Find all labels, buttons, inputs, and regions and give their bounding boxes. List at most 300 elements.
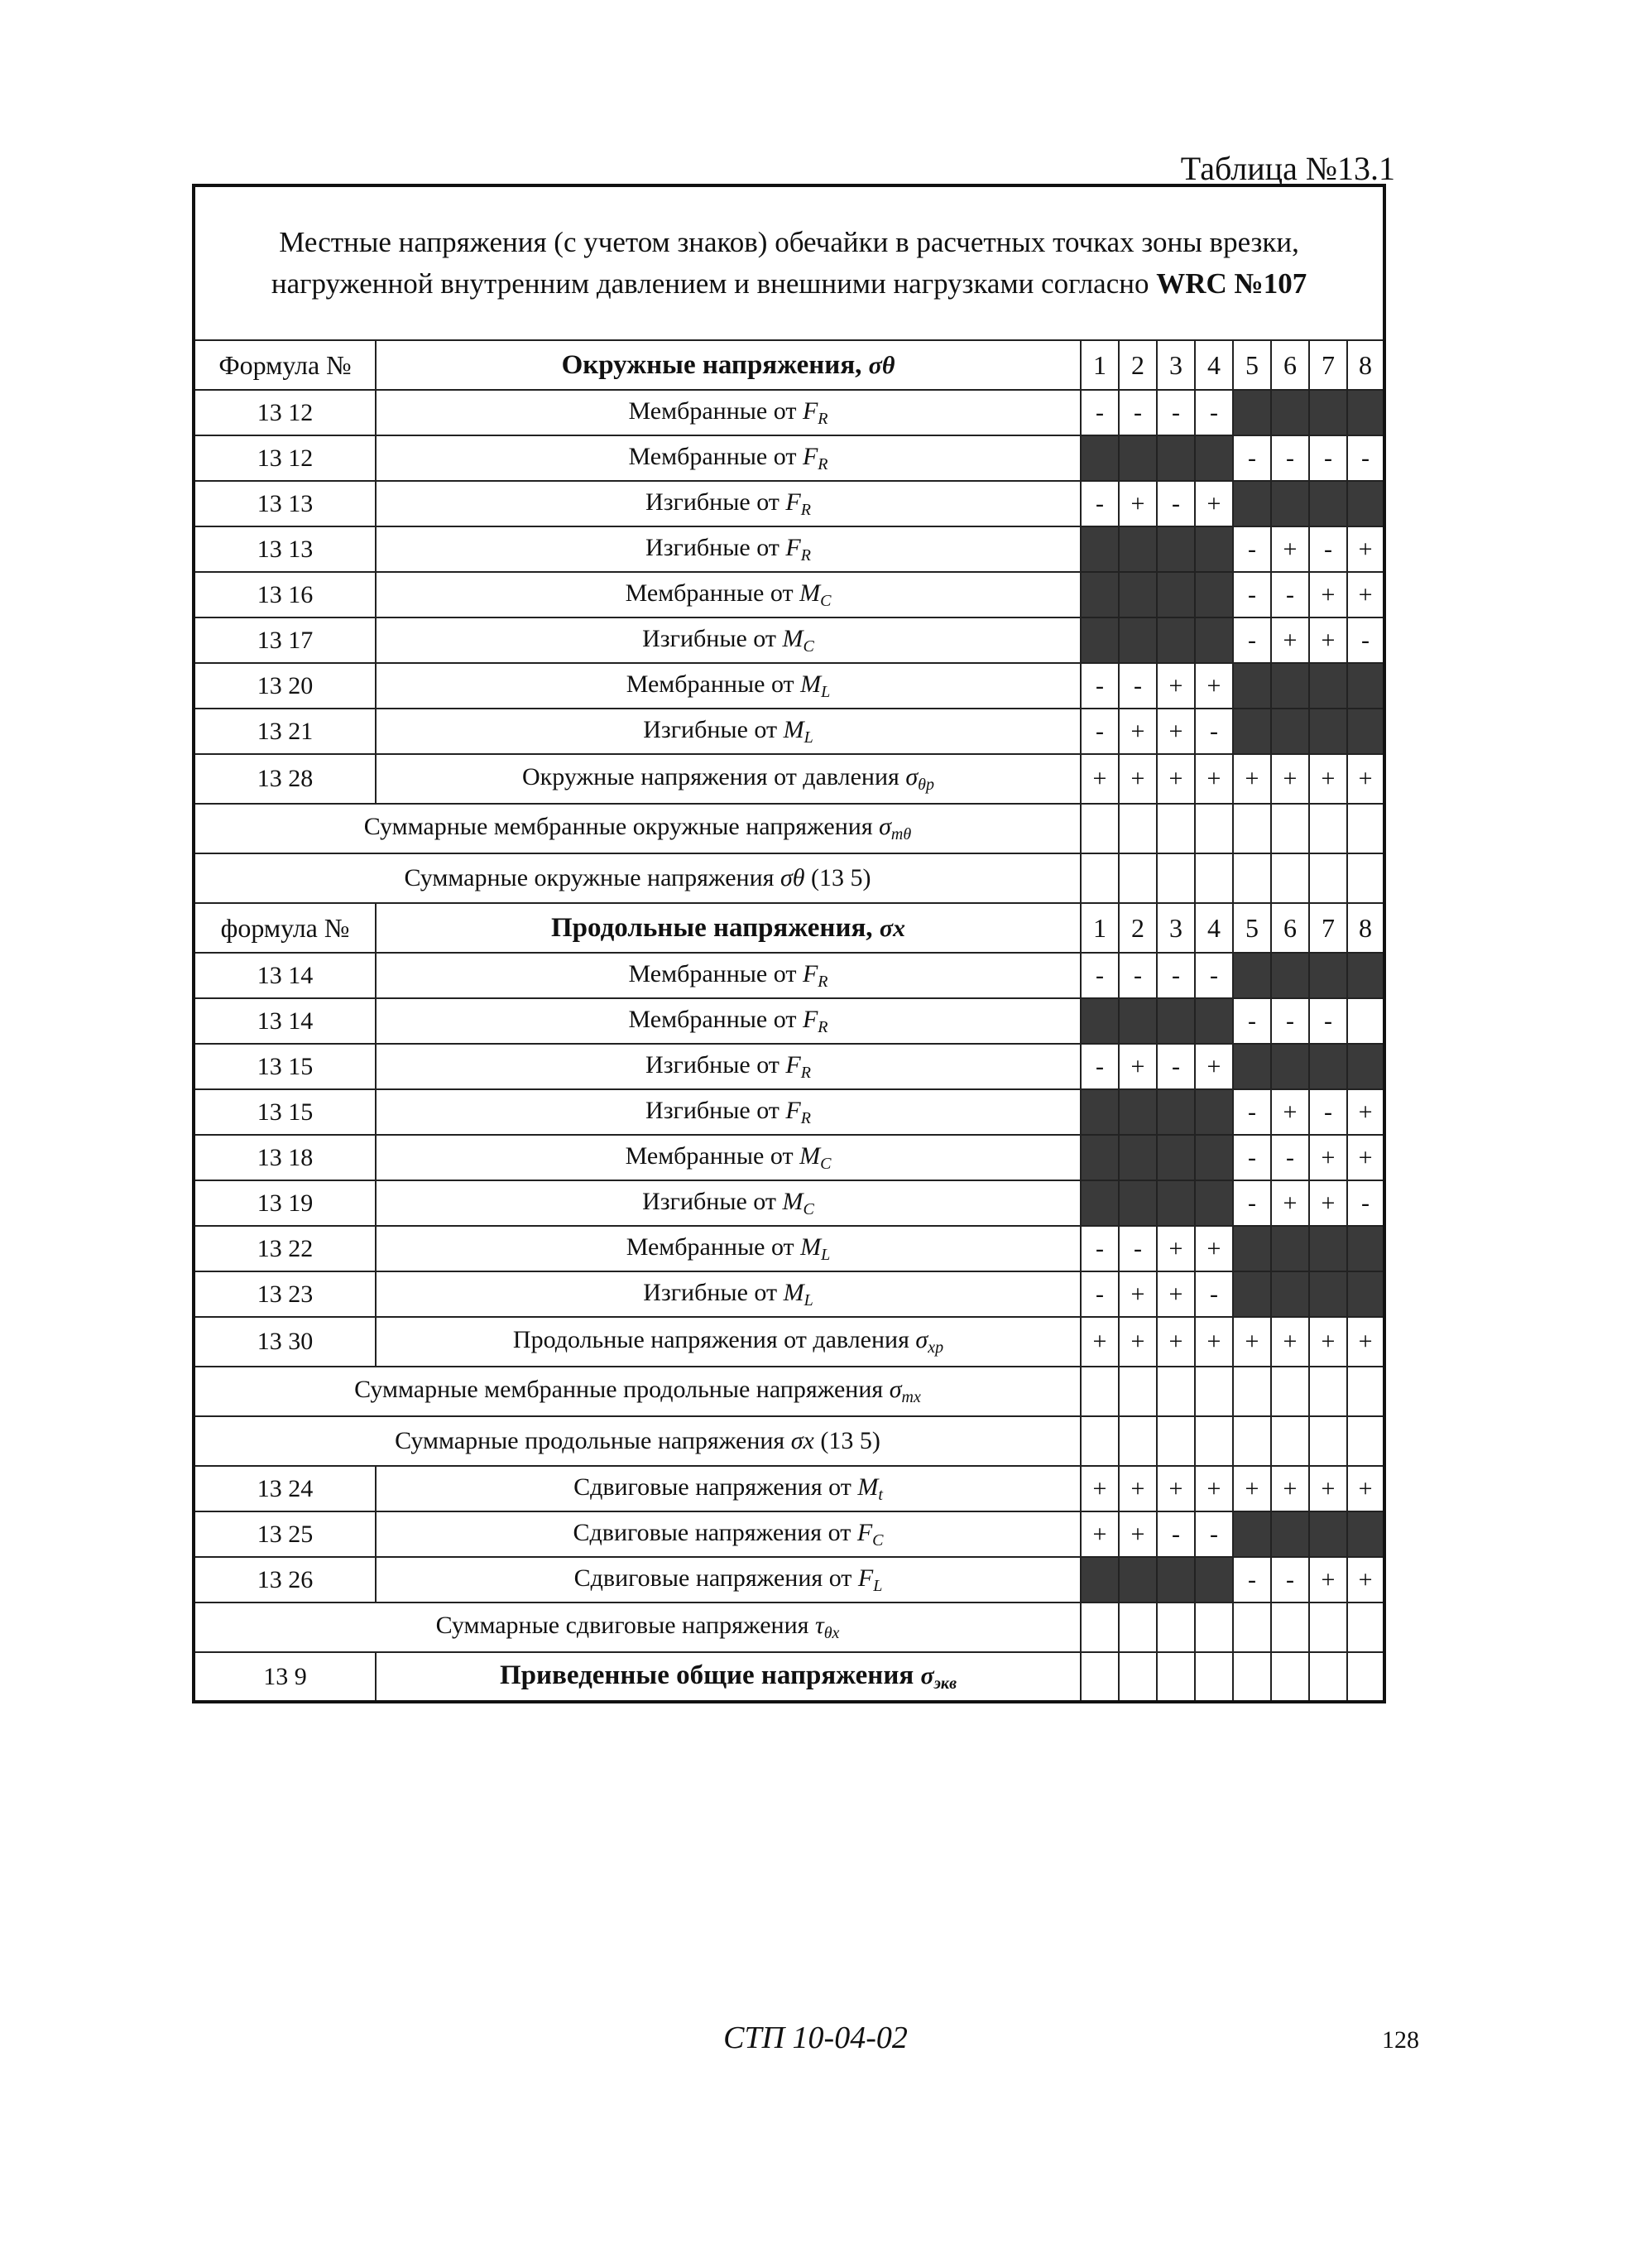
description-cell [376, 435, 1081, 481]
table-row [194, 754, 1384, 804]
description-text: Продольные напряжения от давления [512, 1326, 916, 1353]
shaded-cell [1195, 1089, 1233, 1135]
sign-cell: + [1081, 1466, 1119, 1511]
point-number: 2 [1119, 903, 1157, 953]
symbol-subscript: C [820, 591, 832, 610]
shaded-cell [1309, 481, 1347, 526]
sign-cell: + [1271, 617, 1309, 663]
section-header-row [194, 340, 1384, 390]
sign-cell: + [1347, 1557, 1384, 1602]
symbol-subscript: L [821, 1245, 831, 1264]
formula-cell: 13 14 [194, 953, 376, 998]
shaded-cell [1309, 1511, 1347, 1557]
caption-line-2: нагруженной внутренним давлением и внешними нагрузками согласно WRC №107 [271, 267, 1307, 300]
sign-cell: + [1119, 481, 1157, 526]
stress-symbol: $F_C$ [856, 1518, 884, 1550]
shaded-cell [1347, 1511, 1384, 1557]
empty-cell [1347, 853, 1384, 903]
section-title-text: Продольные напряжения, [551, 912, 880, 943]
sign-cell: - [1081, 709, 1119, 754]
symbol-subscript: θp [918, 776, 934, 794]
sign-cell: + [1271, 526, 1309, 572]
sign-cell: - [1195, 953, 1233, 998]
description-text: Сдвиговые напряжения от [573, 1518, 857, 1546]
stress-symbol: $\tau_{\theta x}$ [814, 1612, 840, 1642]
symbol-subscript: L [873, 1576, 883, 1595]
table-row [194, 709, 1384, 754]
empty-cell [1233, 1367, 1271, 1416]
shaded-cell [1081, 526, 1119, 572]
sign-cell: - [1271, 435, 1309, 481]
point-number: 6 [1271, 903, 1309, 953]
sign-cell: - [1309, 435, 1347, 481]
description-cell [376, 526, 1081, 572]
sign-cell: - [1271, 1557, 1309, 1602]
formula-header: Формула № [194, 340, 376, 390]
empty-cell [1157, 1602, 1195, 1652]
empty-cell [1271, 853, 1309, 903]
symbol-subscript: mx [901, 1388, 921, 1406]
formula-cell: 13 15 [194, 1044, 376, 1089]
sign-cell [1347, 998, 1384, 1044]
sign-cell: + [1347, 572, 1384, 617]
formula-cell: 13 17 [194, 617, 376, 663]
sign-cell: + [1195, 1466, 1233, 1511]
table-row [194, 1089, 1384, 1135]
description-cell [376, 953, 1081, 998]
sign-cell: - [1271, 572, 1309, 617]
point-number: 5 [1233, 903, 1271, 953]
description-cell [376, 1317, 1081, 1367]
description-text: Сдвиговые напряжения от [573, 1564, 858, 1592]
sign-cell: - [1081, 1044, 1119, 1089]
shaded-cell [1271, 1226, 1309, 1271]
sign-cell: + [1119, 709, 1157, 754]
shaded-cell [1157, 572, 1195, 617]
table-row [194, 998, 1384, 1044]
empty-cell [1271, 1367, 1309, 1416]
empty-cell [1081, 1602, 1119, 1652]
sign-cell: - [1195, 1271, 1233, 1317]
shaded-cell [1233, 390, 1271, 435]
symbol-subscript: R [800, 545, 811, 565]
shaded-cell [1119, 998, 1157, 1044]
formula-cell: 13 24 [194, 1466, 376, 1511]
point-number: 8 [1347, 903, 1384, 953]
shaded-cell [1119, 435, 1157, 481]
stress-symbol: $\sigma_{экв}$ [920, 1661, 957, 1693]
description-cell [376, 390, 1081, 435]
shaded-cell [1081, 572, 1119, 617]
shaded-cell [1157, 1135, 1195, 1180]
formula-cell: 13 30 [194, 1317, 376, 1367]
point-number: 7 [1309, 903, 1347, 953]
stress-table [192, 184, 1386, 1703]
empty-cell [1081, 1652, 1119, 1702]
empty-cell [1195, 1652, 1233, 1702]
formula-cell: 13 18 [194, 1135, 376, 1180]
formula-cell: 13 19 [194, 1180, 376, 1226]
table-row [194, 1317, 1384, 1367]
sign-cell: + [1271, 1466, 1309, 1511]
sign-cell: + [1271, 1089, 1309, 1135]
stress-symbol: $M_C$ [782, 624, 814, 656]
symbol-subscript: экв [933, 1674, 957, 1693]
shaded-cell [1309, 1226, 1347, 1271]
shaded-cell [1119, 617, 1157, 663]
sign-cell: + [1157, 663, 1195, 709]
formula-cell: 13 13 [194, 526, 376, 572]
sign-cell: + [1309, 1180, 1347, 1226]
sign-cell: - [1157, 481, 1195, 526]
description-cell [376, 998, 1081, 1044]
sum-total-row [194, 1416, 1384, 1466]
stress-symbol: $F_R$ [802, 396, 828, 428]
description-text: Окружные напряжения от давления [522, 763, 906, 790]
description-text: Мембранные от [628, 442, 803, 470]
stress-symbol: $\sigma_{\theta p}$ [905, 763, 934, 794]
shaded-cell [1309, 1271, 1347, 1317]
stress-symbol: $F_R$ [785, 1050, 811, 1082]
sign-cell: + [1271, 1180, 1309, 1226]
sign-cell: + [1309, 754, 1347, 804]
empty-cell [1081, 1416, 1119, 1466]
empty-cell [1233, 1416, 1271, 1466]
caption-wrc-ref: WRC №107 [1156, 267, 1307, 300]
sign-cell: + [1157, 1466, 1195, 1511]
description-cell [376, 1466, 1081, 1511]
stress-symbol: σθ [868, 351, 895, 379]
empty-cell [1195, 804, 1233, 853]
formula-cell: 13 20 [194, 663, 376, 709]
sign-cell: + [1233, 754, 1271, 804]
empty-cell [1119, 804, 1157, 853]
document-code: СТП 10-04-02 [723, 2021, 908, 2055]
description-text: Изгибные от [645, 1096, 786, 1124]
shaded-cell [1119, 1180, 1157, 1226]
description-text: Мембранные от [628, 959, 803, 987]
point-number: 7 [1309, 340, 1347, 390]
description-text: Изгибные от [643, 1278, 784, 1306]
symbol-subscript: C [872, 1530, 884, 1550]
stress-symbol: $M_C$ [799, 579, 832, 610]
description-cell [376, 1271, 1081, 1317]
table-row [194, 1044, 1384, 1089]
formula-cell: 13 14 [194, 998, 376, 1044]
empty-cell [1195, 1416, 1233, 1466]
empty-cell [1157, 1367, 1195, 1416]
shaded-cell [1271, 1044, 1309, 1089]
sign-cell: - [1309, 526, 1347, 572]
stress-symbol: $M_C$ [782, 1187, 814, 1218]
sum-membrane-row [194, 804, 1384, 853]
empty-cell [1119, 1416, 1157, 1466]
table-row [194, 953, 1384, 998]
sign-cell: - [1081, 1226, 1119, 1271]
description-cell [376, 572, 1081, 617]
sign-cell: + [1081, 1317, 1119, 1367]
symbol-subscript: R [800, 1108, 811, 1127]
table-row [194, 572, 1384, 617]
sign-cell: + [1119, 1317, 1157, 1367]
point-number: 2 [1119, 340, 1157, 390]
symbol-subscript: L [804, 728, 813, 747]
empty-cell [1081, 853, 1119, 903]
sign-cell: + [1309, 1466, 1347, 1511]
sign-cell: + [1271, 754, 1309, 804]
table-row [194, 1466, 1384, 1511]
description-cell [376, 1044, 1081, 1089]
sign-cell: + [1157, 1271, 1195, 1317]
shaded-cell [1157, 526, 1195, 572]
table-row [194, 1135, 1384, 1180]
stress-symbol: σx [879, 914, 905, 942]
section-title [376, 340, 1081, 390]
empty-cell [1309, 1416, 1347, 1466]
sign-cell: - [1233, 1557, 1271, 1602]
stress-symbol: σx [790, 1427, 814, 1454]
symbol-subscript: mθ [890, 825, 912, 843]
description-text: Приведенные общие напряжения [500, 1660, 921, 1690]
shaded-cell [1347, 709, 1384, 754]
sign-cell: + [1081, 754, 1119, 804]
stress-symbol: $F_R$ [785, 533, 811, 565]
table-row [194, 1271, 1384, 1317]
sign-cell: + [1157, 1226, 1195, 1271]
shaded-cell [1195, 1180, 1233, 1226]
shaded-cell [1271, 953, 1309, 998]
shaded-cell [1347, 663, 1384, 709]
sign-cell: + [1157, 709, 1195, 754]
summary-label [194, 853, 1081, 903]
shaded-cell [1271, 390, 1309, 435]
sign-cell: + [1233, 1317, 1271, 1367]
sign-cell: - [1271, 1135, 1309, 1180]
sign-cell: - [1157, 1511, 1195, 1557]
symbol-subscript: R [800, 500, 811, 519]
empty-cell [1309, 1652, 1347, 1702]
sign-cell: - [1157, 390, 1195, 435]
table-row [194, 1511, 1384, 1557]
sign-cell: + [1081, 1511, 1119, 1557]
sign-cell: + [1195, 1317, 1233, 1367]
sign-cell: - [1233, 1089, 1271, 1135]
section-title [376, 903, 1081, 953]
description-text: Изгибные от [642, 624, 783, 652]
table-row [194, 435, 1384, 481]
shaded-cell [1195, 998, 1233, 1044]
sign-cell: + [1195, 481, 1233, 526]
empty-cell [1347, 1367, 1384, 1416]
empty-cell [1271, 804, 1309, 853]
shaded-cell [1157, 1557, 1195, 1602]
point-number: 8 [1347, 340, 1384, 390]
sign-cell: + [1195, 754, 1233, 804]
sign-cell: + [1119, 1271, 1157, 1317]
formula-cell: 13 25 [194, 1511, 376, 1557]
table-caption [194, 185, 1384, 340]
shaded-cell [1157, 998, 1195, 1044]
empty-cell [1347, 1652, 1384, 1702]
sign-cell: - [1081, 1271, 1119, 1317]
empty-cell [1233, 1602, 1271, 1652]
formula-cell: 13 21 [194, 709, 376, 754]
sign-cell: + [1233, 1466, 1271, 1511]
summary-text: Суммарные мембранные продольные напряжения [354, 1376, 890, 1403]
stress-symbol: $M_t$ [857, 1473, 883, 1504]
empty-cell [1195, 1367, 1233, 1416]
sign-cell: - [1233, 526, 1271, 572]
shaded-cell [1233, 1511, 1271, 1557]
formula-cell: 13 13 [194, 481, 376, 526]
empty-cell [1309, 1602, 1347, 1652]
formula-cell: 13 28 [194, 754, 376, 804]
formula-cell: 13 22 [194, 1226, 376, 1271]
sign-cell: + [1119, 1511, 1157, 1557]
sign-cell: + [1347, 1135, 1384, 1180]
sign-cell: + [1119, 1044, 1157, 1089]
description-text: Мембранные от [628, 396, 803, 425]
table-row [194, 1226, 1384, 1271]
table-row [194, 1180, 1384, 1226]
sign-cell: - [1233, 572, 1271, 617]
shaded-cell [1347, 1271, 1384, 1317]
summary-text: Суммарные окружные напряжения [404, 864, 780, 891]
description-cell [376, 754, 1081, 804]
sign-cell: + [1309, 1557, 1347, 1602]
description-cell [376, 1180, 1081, 1226]
table-row [194, 390, 1384, 435]
description-cell [376, 663, 1081, 709]
description-text: Мембранные от [625, 579, 800, 607]
description-cell [376, 1226, 1081, 1271]
sign-cell: - [1195, 709, 1233, 754]
symbol-subscript: R [818, 1017, 828, 1036]
shaded-cell [1081, 1557, 1119, 1602]
shaded-cell [1081, 435, 1119, 481]
symbol-subscript: R [818, 409, 828, 428]
shaded-cell [1119, 572, 1157, 617]
empty-cell [1157, 1652, 1195, 1702]
shaded-cell [1309, 953, 1347, 998]
empty-cell [1119, 1602, 1157, 1652]
stress-symbol: $\sigma_{mx}$ [889, 1376, 921, 1406]
sum-membrane-row [194, 1367, 1384, 1416]
description-cell [376, 1511, 1081, 1557]
shaded-cell [1233, 1044, 1271, 1089]
table-row [194, 481, 1384, 526]
sign-cell: + [1195, 1226, 1233, 1271]
stress-symbol: $F_R$ [802, 442, 828, 473]
stress-symbol: $M_C$ [799, 1141, 832, 1173]
stress-symbol: $F_L$ [857, 1564, 883, 1595]
sign-cell: + [1309, 1317, 1347, 1367]
shaded-cell [1309, 709, 1347, 754]
shaded-cell [1081, 1180, 1119, 1226]
section-header-row [194, 903, 1384, 953]
empty-cell [1119, 853, 1157, 903]
shaded-cell [1347, 481, 1384, 526]
description-cell [376, 1135, 1081, 1180]
point-number: 3 [1157, 903, 1195, 953]
summary-label [194, 804, 1081, 853]
sign-cell: - [1309, 998, 1347, 1044]
empty-cell [1309, 853, 1347, 903]
empty-cell [1233, 853, 1271, 903]
shaded-cell [1233, 481, 1271, 526]
stress-symbol: $M_L$ [783, 1278, 813, 1309]
shaded-cell [1309, 663, 1347, 709]
sign-cell: - [1271, 998, 1309, 1044]
empty-cell [1195, 1602, 1233, 1652]
sign-cell: + [1309, 617, 1347, 663]
shaded-cell [1233, 663, 1271, 709]
shaded-cell [1347, 390, 1384, 435]
sign-cell: - [1233, 435, 1271, 481]
formula-header: формула № [194, 903, 376, 953]
sign-cell: + [1347, 754, 1384, 804]
shaded-cell [1195, 1135, 1233, 1180]
summary-text: Суммарные мембранные окружные напряжения [363, 813, 880, 840]
sign-cell: - [1195, 1511, 1233, 1557]
symbol-subscript: t [878, 1485, 883, 1504]
summary-label [194, 1416, 1081, 1466]
sign-cell: + [1157, 1317, 1195, 1367]
description-cell [376, 481, 1081, 526]
symbol-subscript: C [803, 1199, 814, 1218]
shaded-cell [1271, 709, 1309, 754]
shaded-cell [1119, 526, 1157, 572]
sign-cell: + [1309, 1135, 1347, 1180]
shaded-cell [1271, 663, 1309, 709]
shaded-cell [1347, 953, 1384, 998]
symbol-subscript: R [818, 972, 828, 991]
stress-symbol: $M_L$ [783, 715, 813, 747]
empty-cell [1233, 1652, 1271, 1702]
shaded-cell [1081, 617, 1119, 663]
point-number: 4 [1195, 903, 1233, 953]
point-number: 1 [1081, 340, 1119, 390]
symbol-subscript: θx [823, 1624, 840, 1642]
description-text: Мембранные от [628, 1005, 803, 1033]
description-text: Изгибные от [645, 1050, 786, 1079]
symbol-subscript: L [821, 682, 831, 701]
description-text: Сдвиговые напряжения от [573, 1473, 858, 1501]
sign-cell: + [1347, 1089, 1384, 1135]
table-row [194, 617, 1384, 663]
empty-cell [1119, 1652, 1157, 1702]
sign-cell: - [1119, 663, 1157, 709]
stress-symbol: $F_R$ [785, 1096, 811, 1127]
shaded-cell [1347, 1226, 1384, 1271]
sign-cell: - [1157, 953, 1195, 998]
empty-cell [1271, 1416, 1309, 1466]
summary-text: Суммарные продольные напряжения [395, 1427, 791, 1454]
shaded-cell [1119, 1089, 1157, 1135]
stress-symbol: $F_R$ [785, 488, 811, 519]
symbol-subscript: xp [928, 1338, 944, 1357]
formula-cell: 13 16 [194, 572, 376, 617]
table-row [194, 1557, 1384, 1602]
sign-cell: - [1081, 953, 1119, 998]
table-row [194, 663, 1384, 709]
shaded-cell [1195, 435, 1233, 481]
description-text: Изгибные от [642, 1187, 783, 1215]
shaded-cell [1195, 526, 1233, 572]
symbol-subscript: C [820, 1154, 832, 1173]
shaded-cell [1195, 572, 1233, 617]
sign-cell: - [1233, 1135, 1271, 1180]
